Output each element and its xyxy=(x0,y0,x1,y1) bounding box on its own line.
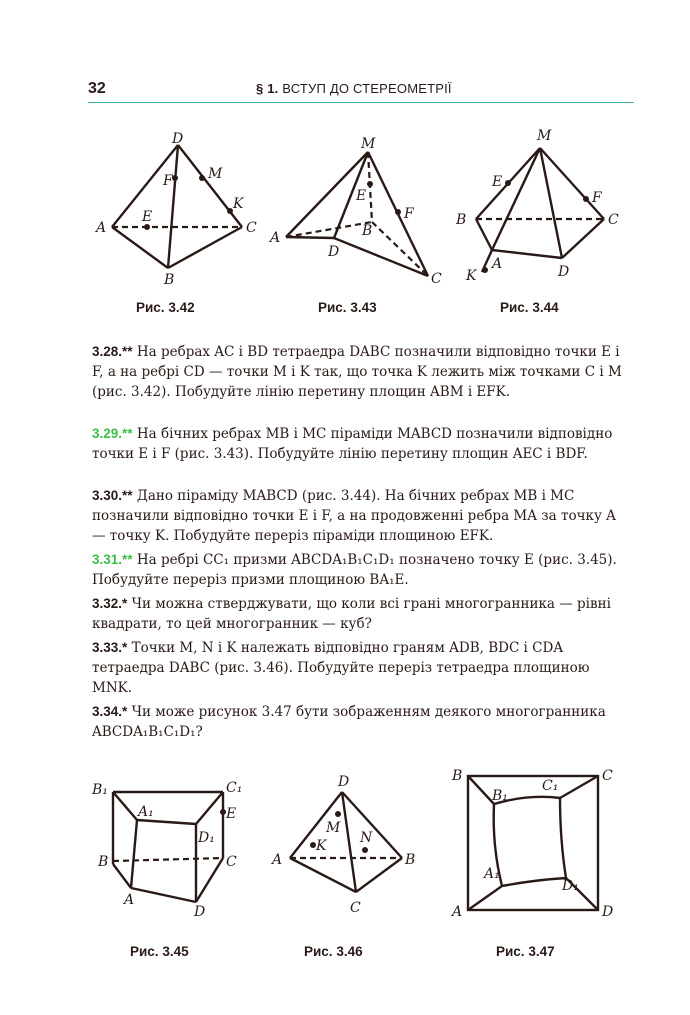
label-K: K xyxy=(466,268,477,284)
caption-3-45: Рис. 3.45 xyxy=(130,944,189,959)
figure-3-44 xyxy=(452,124,632,289)
label-C: C xyxy=(246,220,257,236)
label-K: K xyxy=(233,196,244,212)
label-C1: C₁ xyxy=(542,778,559,794)
label-B: B xyxy=(362,223,373,239)
label-B: B xyxy=(452,768,463,784)
problem-text: Чи можна стверджувати, що коли всі грані многогранника — рівні квадрати, то цей многогранник — куб? xyxy=(92,596,611,632)
problem-3-33 xyxy=(92,638,632,698)
label-D: D xyxy=(558,264,570,280)
problem-3-29 xyxy=(92,424,632,464)
problem-number: 3.28.** xyxy=(92,344,133,359)
label-F: F xyxy=(404,206,414,222)
caption-3-42: Рис. 3.42 xyxy=(136,300,195,315)
page-header xyxy=(88,78,634,103)
section-title: ВСТУП ДО СТЕРЕОМЕТРІЇ xyxy=(282,81,452,96)
caption-3-44: Рис. 3.44 xyxy=(500,300,559,315)
label-F: F xyxy=(163,173,173,189)
caption-3-47: Рис. 3.47 xyxy=(496,944,555,959)
label-A: A xyxy=(272,852,283,868)
problem-number: 3.30.** xyxy=(92,488,133,503)
figure-3-43 xyxy=(268,130,448,290)
figure-3-46 xyxy=(268,772,428,922)
label-A: A xyxy=(452,904,463,920)
label-K: K xyxy=(316,838,327,854)
label-D: D xyxy=(602,904,614,920)
problem-3-32 xyxy=(92,594,632,634)
label-A: A xyxy=(96,220,107,236)
label-D: D xyxy=(194,904,206,920)
label-M: M xyxy=(208,166,223,182)
problem-text: На ребрі CC₁ призми ABCDA₁B₁C₁D₁ позначено точку E (рис. 3.45). Побудуйте переріз призми площиною BA₁E. xyxy=(92,552,617,588)
problem-text: На ребрах AC і BD тетраедра DABC позначили відповідно точки E і F, а на ребрі CD — точки M і K так, що точка K лежить між точками C і M (рис. 3.42). Побудуйте лінію перетину площин ABM і EFK. xyxy=(92,344,622,400)
problem-3-30 xyxy=(92,486,632,546)
label-A: A xyxy=(124,892,135,908)
problem-number: 3.29.** xyxy=(92,426,133,441)
label-D: D xyxy=(172,131,184,147)
problem-text: На бічних ребрах MB і MC піраміди MABCD позначили відповідно точки E і F (рис. 3.43). Побудуйте лінію перетину площин AEC і BDF. xyxy=(92,426,613,462)
label-D: D xyxy=(338,774,350,790)
chapter-title xyxy=(256,81,452,96)
label-B1: B₁ xyxy=(492,788,508,804)
label-B1: B₁ xyxy=(92,782,108,798)
problem-number: 3.34.* xyxy=(92,704,128,719)
problem-number: 3.32.* xyxy=(92,596,128,611)
label-B: B xyxy=(456,212,467,228)
label-D1: D₁ xyxy=(562,878,579,894)
problem-3-28 xyxy=(92,342,632,402)
label-E: E xyxy=(356,188,367,204)
label-D1: D₁ xyxy=(198,830,215,846)
label-B: B xyxy=(164,272,175,288)
label-M: M xyxy=(537,128,552,144)
label-M: M xyxy=(326,820,341,836)
page-number: 32 xyxy=(88,80,106,97)
label-A: A xyxy=(270,230,281,246)
problem-text: Дано піраміду MABCD (рис. 3.44). На бічних ребрах MB і MC позначили відповідно точки E і F, а на продовженні ребра MA за точку A — точку K. Побудуйте переріз піраміди площиною EFK. xyxy=(92,488,616,544)
label-B: B xyxy=(405,852,416,868)
problem-text: Точки M, N і K належать відповідно граням ADB, BDC і CDA тетраедра DABC (рис. 3.46). Побудуйте переріз тетраедра площиною MNK. xyxy=(92,640,590,696)
section-mark: § 1. xyxy=(256,81,279,96)
problem-number: 3.33.* xyxy=(92,640,128,655)
figure-3-47 xyxy=(448,766,618,922)
problem-3-31 xyxy=(92,550,632,590)
label-A1: A₁ xyxy=(138,804,154,820)
label-M: M xyxy=(361,136,376,152)
problem-number: 3.31.** xyxy=(92,552,133,567)
label-C: C xyxy=(602,768,613,784)
label-A1: A₁ xyxy=(484,866,500,882)
figure-3-42 xyxy=(90,130,270,290)
label-D: D xyxy=(328,244,340,260)
problem-text: Чи може рисунок 3.47 бути зображенням деякого многогранника ABCDA₁B₁C₁D₁? xyxy=(92,704,606,740)
label-N: N xyxy=(360,830,373,846)
label-C: C xyxy=(350,900,361,916)
label-C: C xyxy=(226,854,237,870)
figure-3-45 xyxy=(90,772,260,922)
label-A: A xyxy=(492,256,503,272)
label-F: F xyxy=(592,190,602,206)
label-E: E xyxy=(492,174,503,190)
caption-3-46: Рис. 3.46 xyxy=(304,944,363,959)
label-B: B xyxy=(98,854,109,870)
problem-3-34 xyxy=(92,702,632,742)
label-C1: C₁ xyxy=(226,780,243,796)
label-C: C xyxy=(431,271,442,287)
label-E: E xyxy=(226,806,237,822)
label-C: C xyxy=(608,212,619,228)
caption-3-43: Рис. 3.43 xyxy=(318,300,377,315)
label-E: E xyxy=(142,209,153,225)
